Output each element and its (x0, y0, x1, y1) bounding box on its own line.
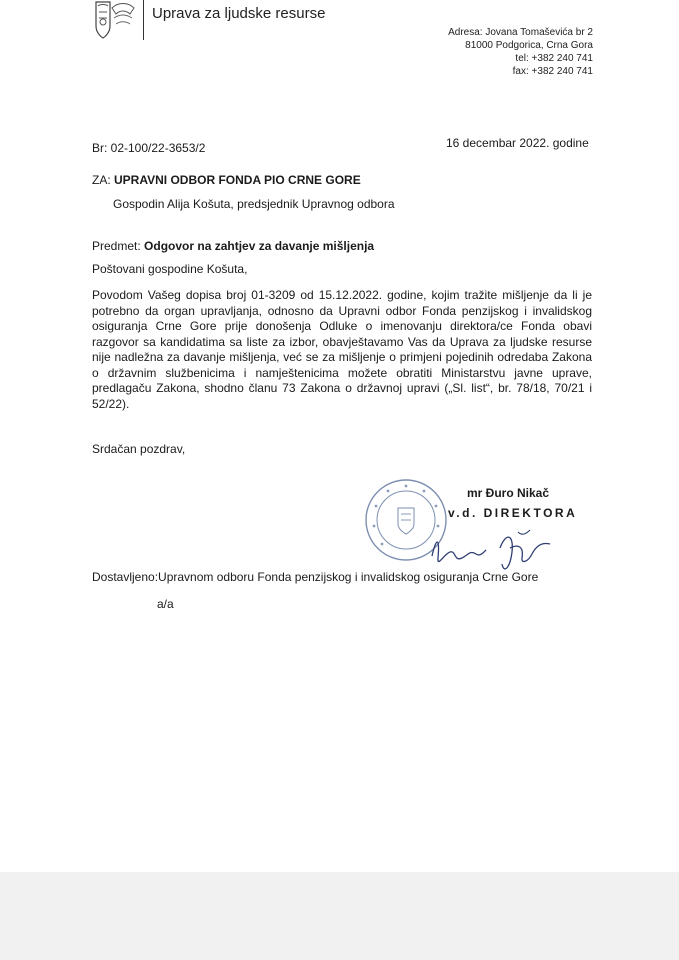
archive-note: a/a (157, 597, 174, 611)
address-line: 81000 Podgorica, Crna Gora (465, 40, 593, 51)
coat-of-arms-icon (90, 0, 138, 40)
salutation: Poštovani gospodine Košuta, (92, 262, 248, 276)
recipient-name: UPRAVNI ODBOR FONDA PIO CRNE GORE (114, 173, 361, 187)
reference-number: Br: 02-100/22-3653/2 (92, 141, 206, 155)
recipient-prefix: ZA: (92, 173, 111, 187)
closing: Srdačan pozdrav, (92, 442, 186, 456)
signatory-name: mr Đuro Nikač (467, 486, 550, 500)
recipient-person: Gospodin Alija Košuta, predsjednik Upravnog odbora (113, 197, 395, 211)
signatory-title: v.d. DIREKTORA (448, 506, 578, 520)
address-line: Adresa: Jovana Tomaševića br 2 (448, 27, 593, 38)
letter-body: Povodom Vašeg dopisa broj 01-3209 od 15.12.2022. godine, kojim tražite mišljenje da li je potrebno da organ upravljanja, odnosno da Upravni odbor Fonda penzijskog i invalidskog osiguranja Crne Gore prije donošenja Odluke o imenovanju direktora/ce Fonda obavi razgovor sa kandidatima sa liste za izbor, obavještavamo Vas da Uprava za ljudske resurse nije nadležna za davanje mišljenja, već se za mišljenje o primjeni pojedinih odredaba Zakona o državnim službenicima i namještenicima možete obratiti Ministarstvu javne uprave, predlagaču Zakona, shodno članu 73 Zakona o državnoj upravi („Sl. list“, br. 78/18, 70/21 i 52/22). (92, 288, 592, 411)
subject-prefix: Predmet: (92, 239, 141, 253)
recipient-line (92, 173, 361, 188)
subject-title: Odgovor na zahtjev za davanje mišljenja (144, 239, 375, 253)
subject-line (92, 239, 374, 254)
document-date: 16 decembar 2022. godine (446, 136, 589, 150)
phone-line: tel: +382 240 741 (515, 53, 593, 64)
fax-line: fax: +382 240 741 (512, 66, 593, 77)
header-divider (143, 0, 144, 40)
delivered-to: Dostavljeno:Upravnom odboru Fonda penzijskog i invalidskog osiguranja Crne Gore (92, 570, 539, 584)
organization-name: Uprava za ljudske resurse (152, 5, 326, 22)
